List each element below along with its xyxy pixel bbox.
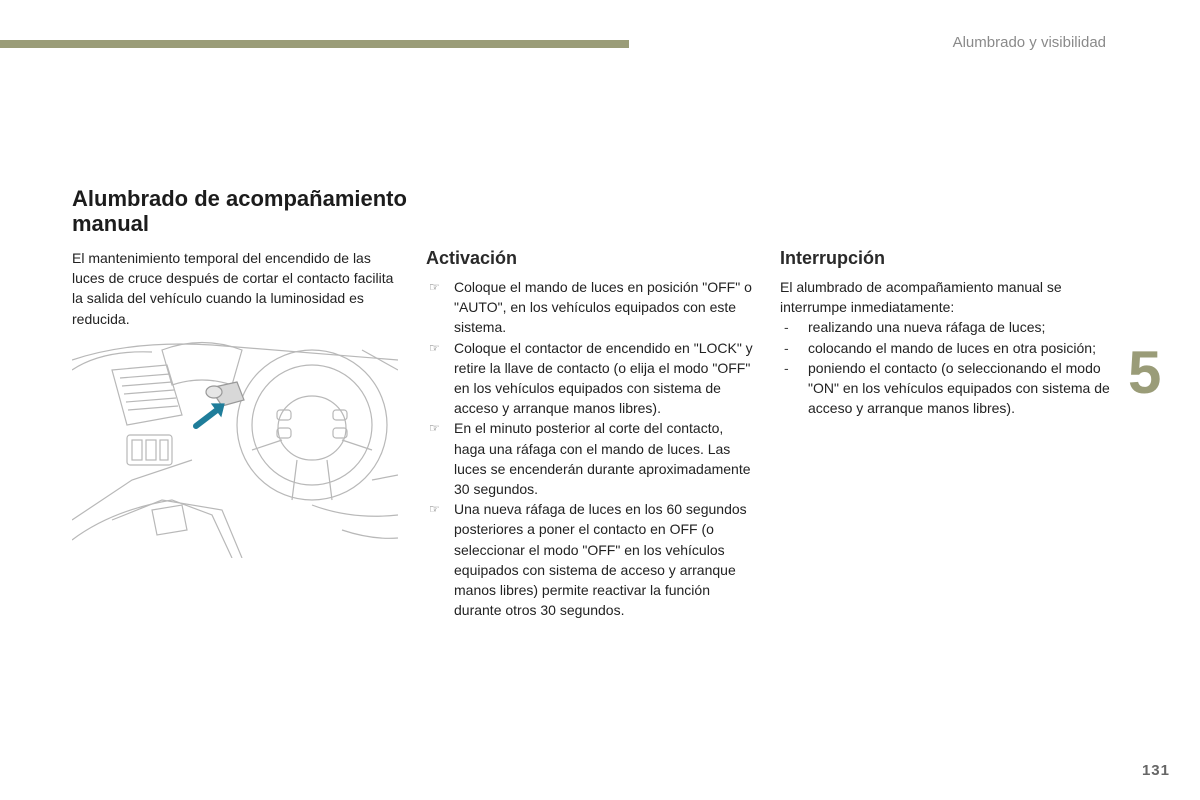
activation-step-3: En el minuto posterior al corte del contacto, haga una ráfaga con el mando de luces. Las luces se encenderán durante aproximadamente 30 segundos. bbox=[454, 420, 751, 498]
activation-list bbox=[426, 277, 756, 620]
interruption-heading: Interrupción bbox=[780, 248, 886, 268]
header-accent-bar bbox=[0, 40, 629, 48]
activation-step-2: Coloque el contactor de encendido en "LOCK" y retire la llave de contacto (o elija el modo "OFF" en los vehículos equipados con sistema de acceso y arranque manos libres). bbox=[454, 339, 753, 417]
dash-bullet: - bbox=[784, 319, 789, 336]
list-item bbox=[426, 338, 756, 419]
interruption-item-3: poniendo el contacto (o seleccionando el modo "ON" en los vehículos equipados con sistema de acceso y arranque manos libres). bbox=[808, 359, 1110, 417]
steering-column-illustration bbox=[72, 340, 398, 558]
activation-step-4: Una nueva ráfaga de luces en los 60 segundos posteriores a poner el contacto en OFF (o seleccionar el modo "OFF" en los vehículos equipados con sistema de acceso y arranque manos libres) permite reactivar la función durante otros 30 segundos. bbox=[454, 501, 747, 619]
intro-paragraph: El mantenimiento temporal del encendido de las luces de cruce después de cortar el contacto facilita la salida del vehículo cuando la luminosidad es reducida. bbox=[72, 250, 394, 327]
activation-heading: Activación bbox=[426, 248, 518, 268]
list-item bbox=[780, 358, 1110, 419]
interruption-item-1: realizando una nueva ráfaga de luces; bbox=[808, 319, 1046, 336]
pointing-hand-icon: ☞ bbox=[429, 502, 440, 517]
list-item bbox=[426, 418, 756, 499]
list-item bbox=[426, 499, 756, 620]
pointing-hand-icon: ☞ bbox=[429, 340, 440, 355]
section-header-title: Alumbrado y visibilidad bbox=[952, 34, 1106, 51]
dash-bullet: - bbox=[784, 339, 789, 356]
pointing-hand-icon: ☞ bbox=[429, 280, 440, 294]
interruption-item-2: colocando el mando de luces en otra posición; bbox=[808, 339, 1096, 356]
pointing-hand-icon: ☞ bbox=[429, 421, 440, 436]
list-item bbox=[426, 277, 756, 338]
list-item bbox=[780, 338, 1110, 358]
interruption-intro: El alumbrado de acompañamiento manual se interrumpe inmediatamente: bbox=[780, 279, 1062, 316]
dash-bullet: - bbox=[784, 359, 789, 376]
chapter-number: 5 bbox=[1128, 339, 1162, 406]
activation-step-1: Coloque el mando de luces en posición "OFF" o "AUTO", en los vehículos equipados con este sistema. bbox=[454, 279, 752, 336]
interruption-section bbox=[780, 277, 1110, 418]
main-title: Alumbrado de acompañamiento manual bbox=[72, 186, 407, 236]
list-item bbox=[780, 317, 1110, 337]
page-number: 131 bbox=[1141, 762, 1170, 779]
